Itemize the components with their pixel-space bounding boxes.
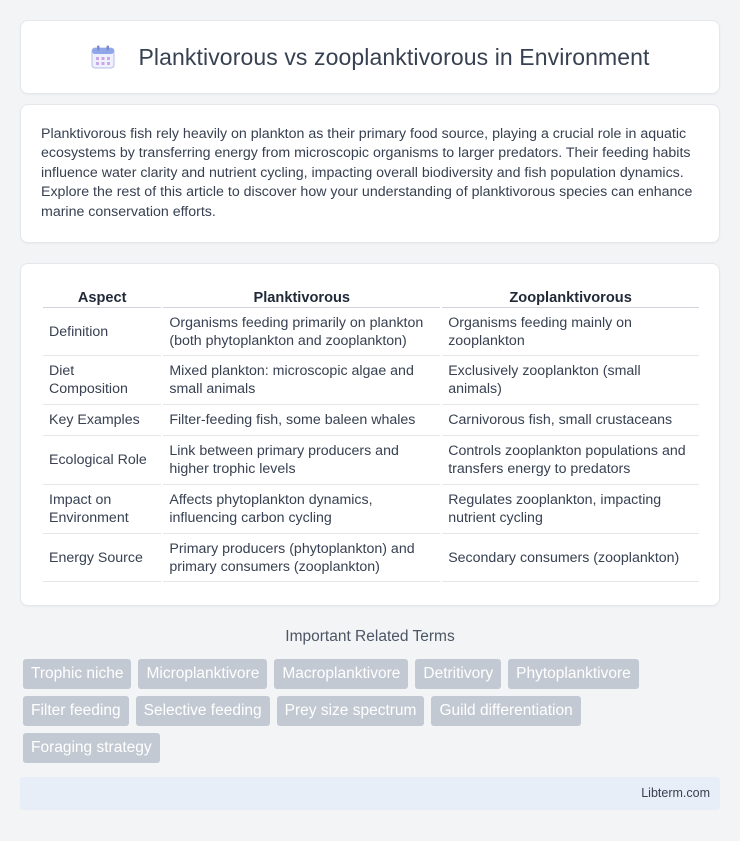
header <box>90 44 649 71</box>
related-terms-list <box>23 659 723 763</box>
row-planktivorous: Primary producers (phytoplankton) and primary consumers (zooplankton) <box>163 534 440 582</box>
row-zooplanktivorous: Exclusively zooplankton (small animals) <box>442 356 699 405</box>
tag-microplanktivore[interactable]: Microplanktivore <box>138 659 267 689</box>
row-aspect: Impact on Environment <box>43 485 161 534</box>
tag-phytoplanktivore[interactable]: Phytoplanktivore <box>508 659 639 689</box>
calendar-icon <box>90 44 116 70</box>
row-zooplanktivorous: Secondary consumers (zooplankton) <box>442 534 699 582</box>
row-aspect: Ecological Role <box>43 436 161 485</box>
tag-filter-feeding[interactable]: Filter feeding <box>23 696 129 726</box>
footer <box>20 777 720 810</box>
row-zooplanktivorous: Organisms feeding mainly on zooplankton <box>442 308 699 356</box>
tag-macroplanktivore[interactable]: Macroplanktivore <box>274 659 408 689</box>
row-planktivorous: Organisms feeding primarily on plankton (both phytoplankton and zooplankton) <box>163 308 440 356</box>
table-row <box>43 405 699 436</box>
table-row <box>43 485 699 534</box>
table-header-row <box>43 284 699 308</box>
row-aspect: Energy Source <box>43 534 161 582</box>
row-aspect: Key Examples <box>43 405 161 436</box>
header-zooplanktivorous: Zooplanktivorous <box>442 284 699 308</box>
tag-detritivory[interactable]: Detritivory <box>415 659 501 689</box>
table-row <box>43 534 699 582</box>
header-card <box>20 20 720 94</box>
intro-paragraph: Planktivorous fish rely heavily on plankton as their primary food source, playing a crucial role in aquatic ecosystems by transferring energy from microscopic organisms to larger predators. Their feeding habits influence water clarity and nutrient cycling, impacting overall biodiversity and fish population dynamics. Explore the rest of this article to discover how your understanding of planktivorous species can enhance marine conservation efforts. <box>41 126 693 220</box>
row-zooplanktivorous: Regulates zooplankton, impacting nutrient cycling <box>442 485 699 534</box>
comparison-table <box>41 284 701 582</box>
row-zooplanktivorous: Controls zooplankton populations and transfers energy to predators <box>442 436 699 485</box>
intro-card <box>20 104 720 243</box>
row-aspect: Definition <box>43 308 161 356</box>
tag-guild-differentiation[interactable]: Guild differentiation <box>431 696 580 726</box>
tag-foraging-strategy[interactable]: Foraging strategy <box>23 733 160 763</box>
row-planktivorous: Link between primary producers and higher trophic levels <box>163 436 440 485</box>
page-title: Planktivorous vs zooplanktivorous in Environment <box>138 43 650 70</box>
comparison-card <box>20 263 720 606</box>
table-row <box>43 436 699 485</box>
row-planktivorous: Filter-feeding fish, some baleen whales <box>163 405 440 436</box>
row-zooplanktivorous: Carnivorous fish, small crustaceans <box>442 405 699 436</box>
tag-prey-size-spectrum[interactable]: Prey size spectrum <box>277 696 425 726</box>
table-row <box>43 356 699 405</box>
header-planktivorous: Planktivorous <box>163 284 440 308</box>
table-row <box>43 308 699 356</box>
tag-selective-feeding[interactable]: Selective feeding <box>136 696 270 726</box>
row-planktivorous: Mixed plankton: microscopic algae and small animals <box>163 356 440 405</box>
row-aspect: Diet Composition <box>43 356 161 405</box>
related-terms-title: Important Related Terms <box>285 628 455 645</box>
header-aspect: Aspect <box>43 284 161 308</box>
tag-trophic-niche[interactable]: Trophic niche <box>23 659 131 689</box>
row-planktivorous: Affects phytoplankton dynamics, influencing carbon cycling <box>163 485 440 534</box>
footer-site-link[interactable]: Libterm.com <box>641 786 710 800</box>
